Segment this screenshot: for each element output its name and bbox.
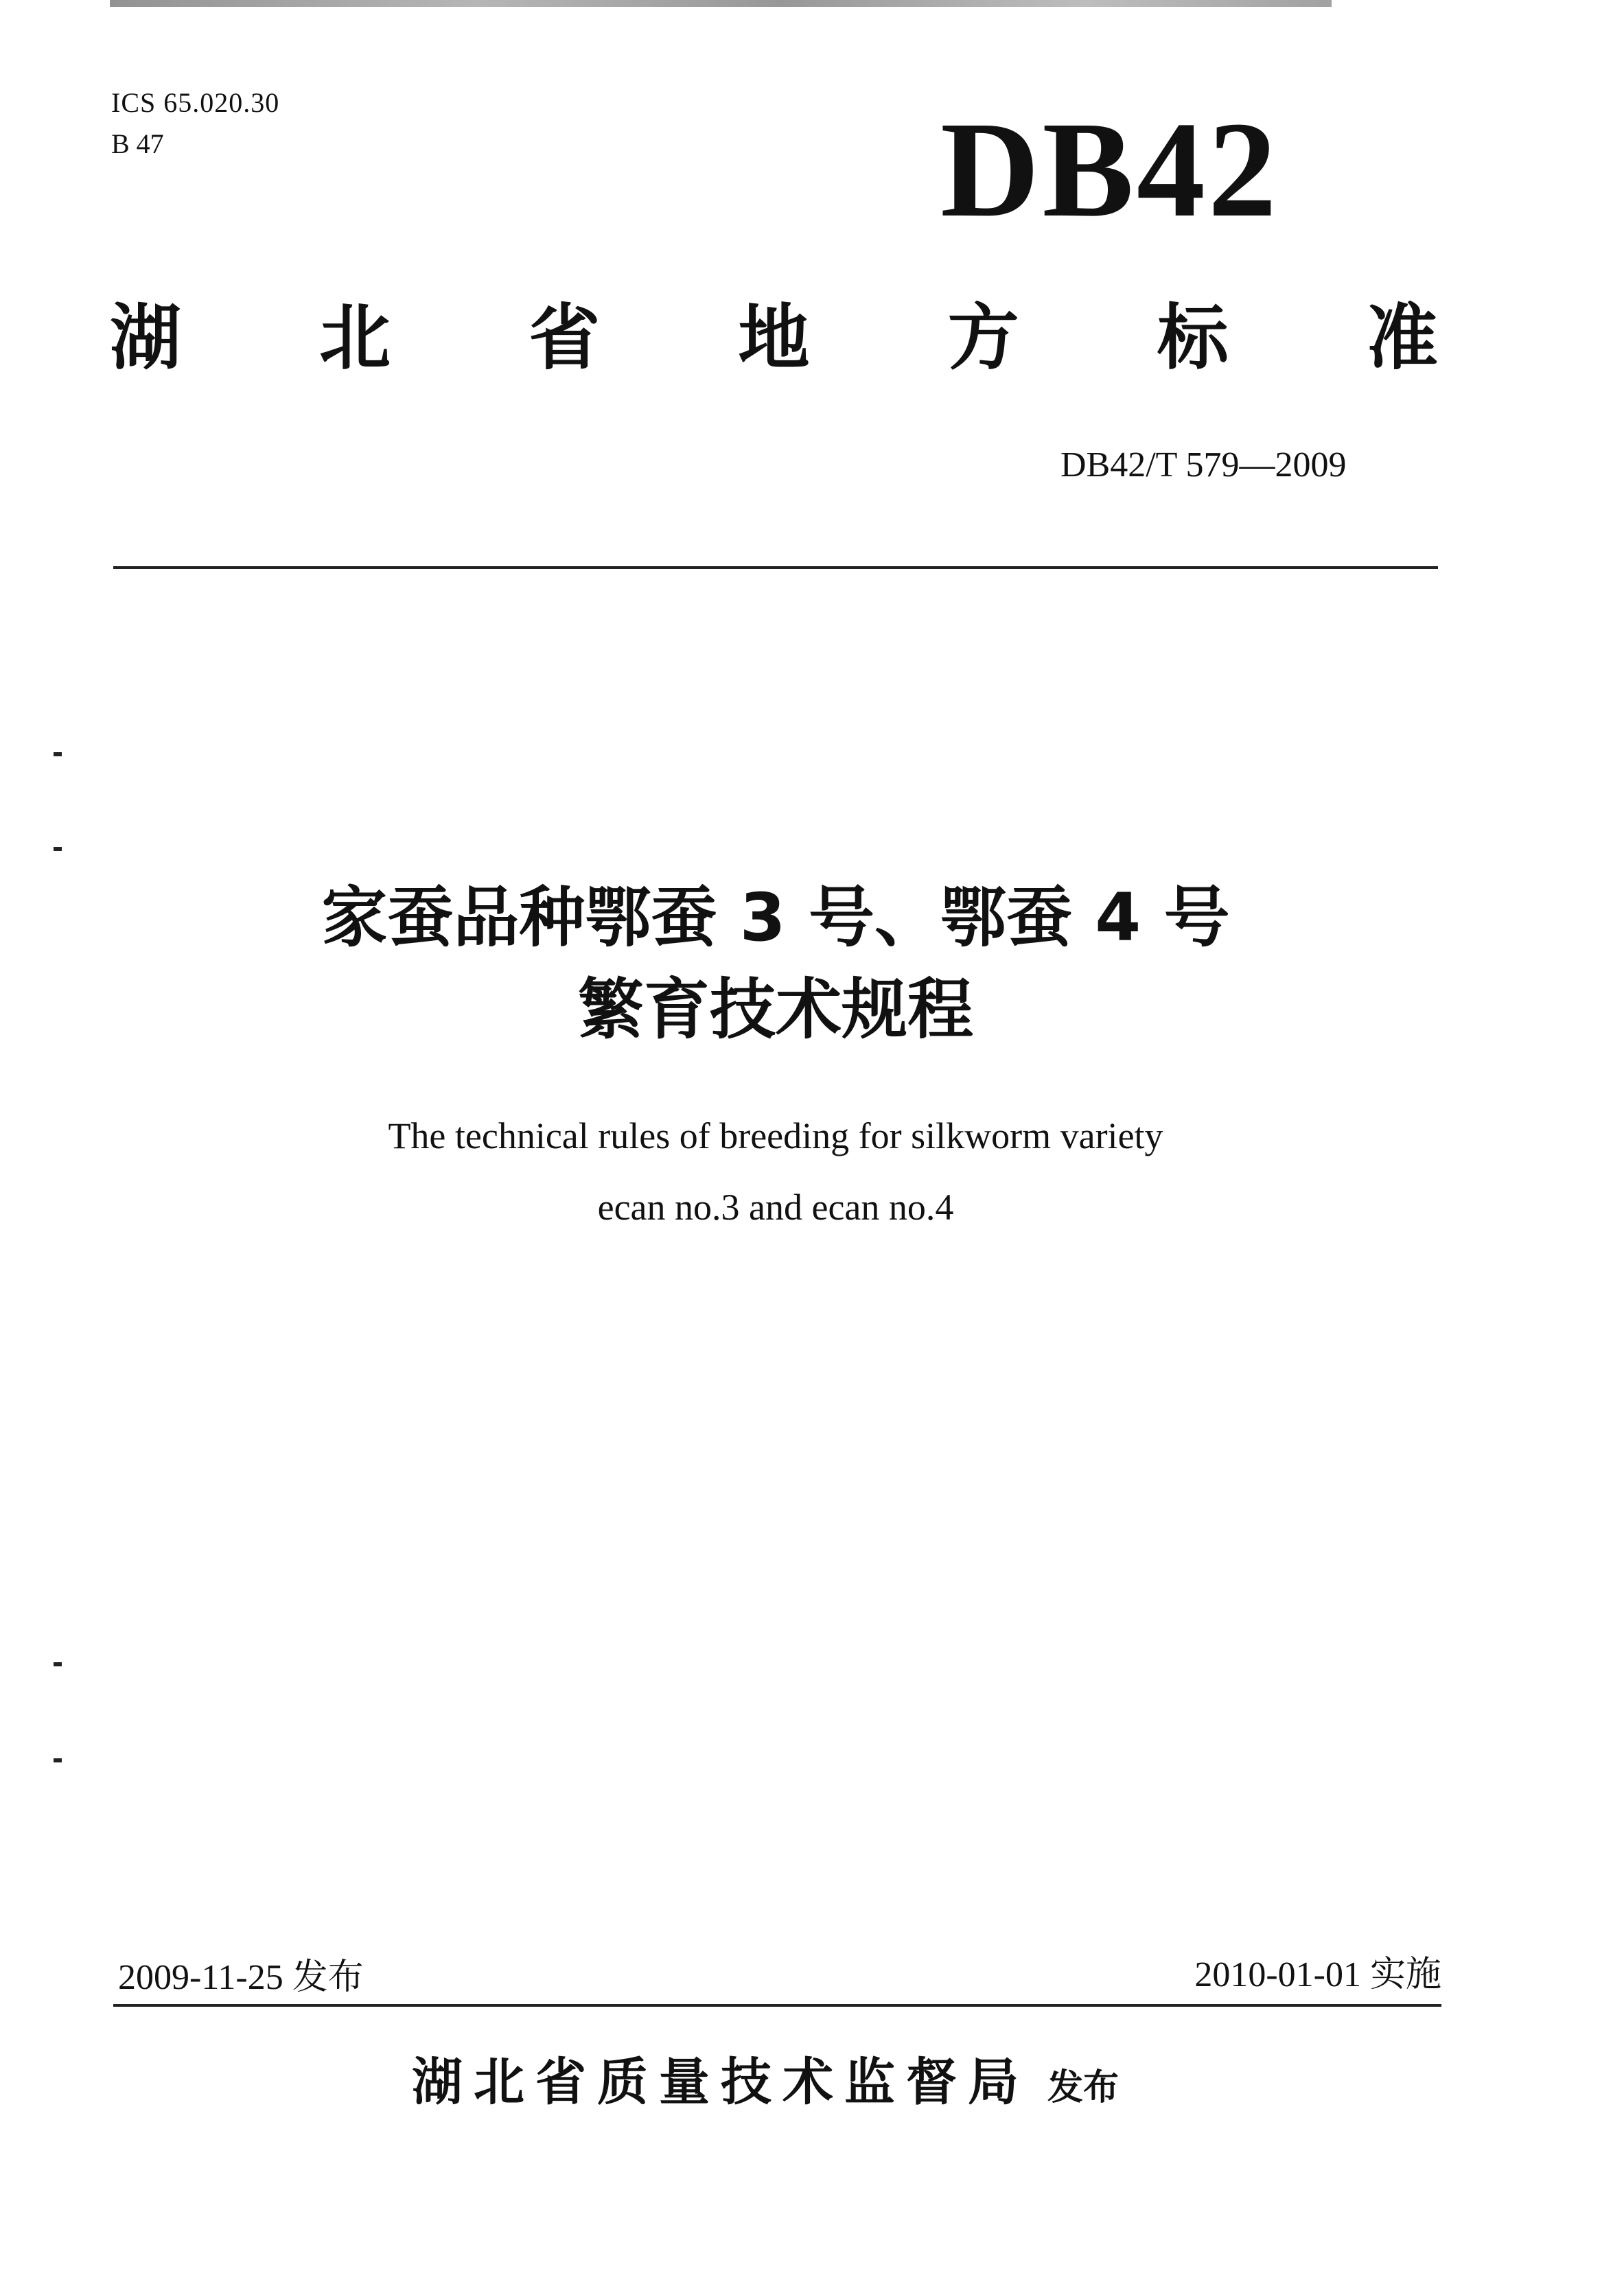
standard-type-char: 地 <box>738 296 810 380</box>
document-title-zh <box>0 872 1551 1056</box>
issue-date: 2009-11-25 发布 <box>118 1958 364 1997</box>
standard-type-char: 省 <box>529 296 601 380</box>
standard-type-heading <box>110 296 1438 380</box>
title-zh-line1: 家蚕品种鄂蚕 3 号、鄂蚕 4 号 <box>321 879 1230 956</box>
standard-type-char: 北 <box>319 296 391 380</box>
ics-code: ICS 65.020.30 <box>111 87 280 118</box>
standard-number: DB42/T 579—2009 <box>1060 445 1347 485</box>
binding-mark <box>54 847 62 851</box>
publisher-line <box>0 2042 1531 2115</box>
standard-type-char: 方 <box>947 296 1019 380</box>
title-zh-line2: 繁育技术规程 <box>578 971 973 1048</box>
standard-type-char: 湖 <box>110 296 182 380</box>
publisher-name: 湖北省质量技术监督局 <box>411 2053 1030 2112</box>
document-title-en-line1: The technical rules of breeding for silkworm variety <box>388 1115 1163 1156</box>
header-divider <box>113 566 1438 569</box>
binding-mark <box>54 752 62 756</box>
standard-type-char: 标 <box>1157 296 1229 380</box>
scan-edge <box>110 0 1332 7</box>
standard-type-char: 准 <box>1366 296 1438 380</box>
publisher-suffix: 发布 <box>1047 2067 1119 2108</box>
document-title-en-line2: ecan no.3 and ecan no.4 <box>597 1187 954 1228</box>
footer-divider <box>113 2004 1441 2007</box>
standard-logo: DB42 <box>940 94 1279 246</box>
binding-mark <box>54 1662 62 1666</box>
binding-mark <box>54 1758 62 1762</box>
ccs-code: B 47 <box>111 128 164 159</box>
implementation-date: 2010-01-01 实施 <box>1194 1955 1441 1994</box>
